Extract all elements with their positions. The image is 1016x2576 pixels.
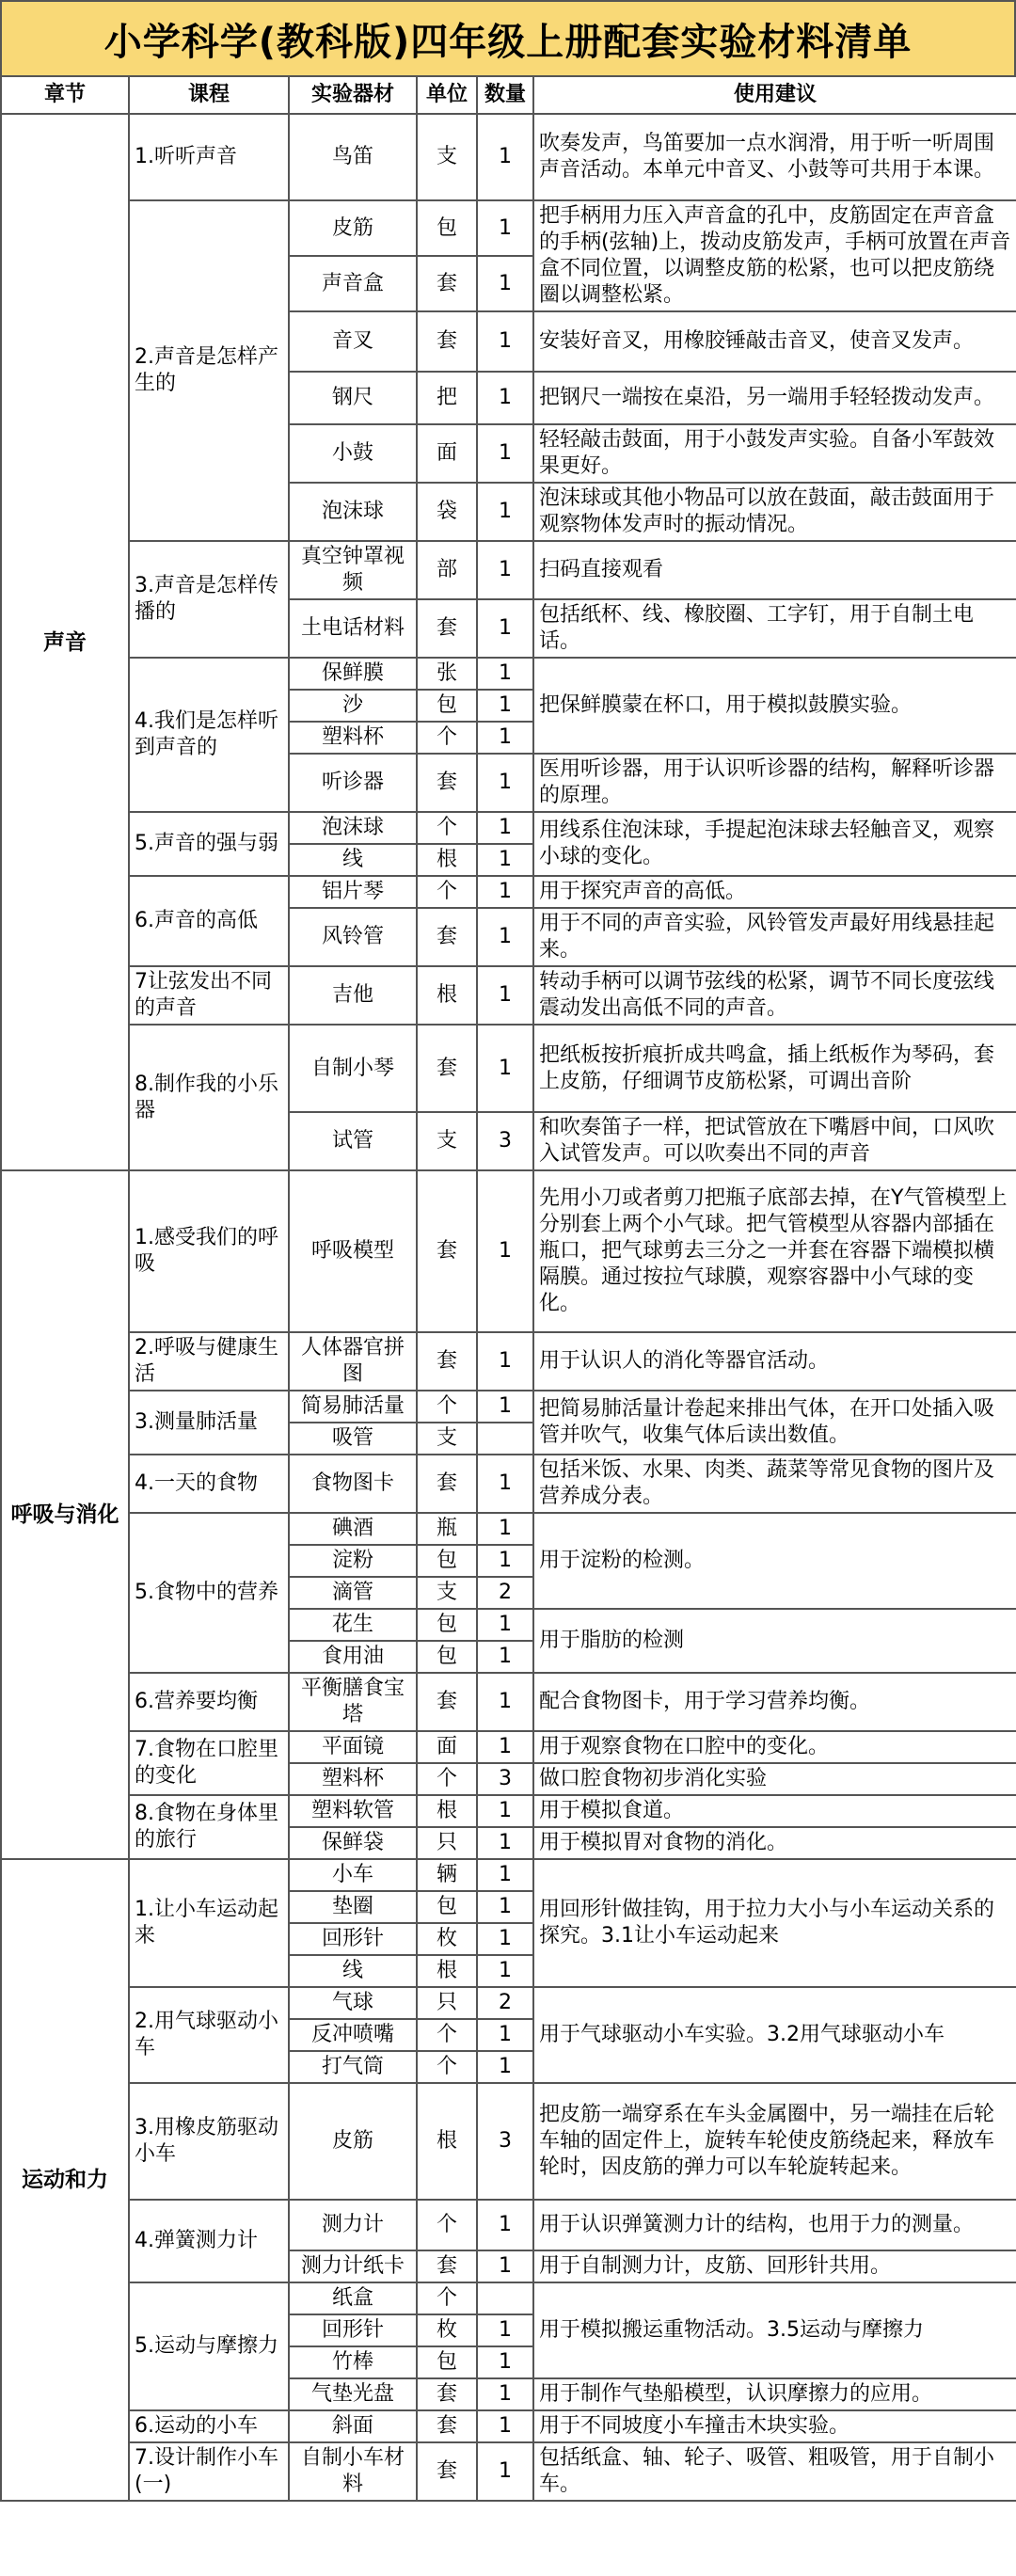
material-cell: 平面镜 <box>289 1731 417 1763</box>
course-cell: 3.用橡皮筋驱动小车 <box>129 2083 289 2200</box>
material-cell: 听诊器 <box>289 754 417 812</box>
qty-cell: 2 <box>477 1577 533 1609</box>
unit-cell: 辆 <box>417 1859 477 1891</box>
chapter-cell: 呼吸与消化 <box>1 1170 129 1859</box>
usage-cell: 和吹奏笛子一样，把试管放在下嘴唇中间，口风吹入试管发声。可以吹奏出不同的声音 <box>533 1112 1016 1170</box>
chapter-cell: 声音 <box>1 114 129 1170</box>
material-cell: 钢尺 <box>289 372 417 424</box>
course-cell: 8.食物在身体里的旅行 <box>129 1795 289 1859</box>
material-cell: 简易肺活量 <box>289 1391 417 1423</box>
material-cell: 小车 <box>289 1859 417 1891</box>
qty-cell: 1 <box>477 966 533 1025</box>
course-cell: 2.呼吸与健康生活 <box>129 1332 289 1391</box>
table-row <box>1 1513 1016 1545</box>
material-cell: 声音盒 <box>289 256 417 311</box>
usage-cell: 包括米饭、水果、肉类、蔬菜等常见食物的图片及营养成分表。 <box>533 1455 1016 1513</box>
qty-cell: 1 <box>477 1170 533 1332</box>
qty-cell: 3 <box>477 1763 533 1795</box>
unit-cell: 支 <box>417 1577 477 1609</box>
unit-cell: 根 <box>417 1955 477 1987</box>
material-cell: 纸盒 <box>289 2282 417 2314</box>
material-cell: 塑料杯 <box>289 1763 417 1795</box>
usage-cell: 转动手柄可以调节弦线的松紧，调节不同长度弦线震动发出高低不同的声音。 <box>533 966 1016 1025</box>
unit-cell: 个 <box>417 722 477 754</box>
unit-cell: 包 <box>417 1641 477 1673</box>
qty-cell: 1 <box>477 1859 533 1891</box>
qty-cell: 1 <box>477 2200 533 2250</box>
qty-cell: 1 <box>477 1391 533 1423</box>
qty-cell: 2 <box>477 1987 533 2019</box>
usage-cell: 用于自制测力计，皮筋、回形针共用。 <box>533 2250 1016 2282</box>
unit-cell: 套 <box>417 2250 477 2282</box>
unit-cell: 套 <box>417 2378 477 2410</box>
usage-cell: 先用小刀或者剪刀把瓶子底部去掉，在Y气管模型上分别套上两个小气球。把气管模型从容器内部插在瓶口，把气球剪去三分之一并套在容器下端模拟横隔膜。通过按拉气球膜，观察容器中小气球的变化。 <box>533 1170 1016 1332</box>
unit-cell: 个 <box>417 2200 477 2250</box>
unit-cell: 套 <box>417 1332 477 1391</box>
material-cell: 测力计纸卡 <box>289 2250 417 2282</box>
qty-cell: 1 <box>477 2346 533 2378</box>
usage-cell: 把手柄用力压入声音盒的孔中，皮筋固定在声音盒的手柄(弦轴)上，拨动皮筋发声，手柄可放置在声音盒不同位置，以调整皮筋的松紧，也可以把皮筋绕圈以调整松紧。 <box>533 200 1016 311</box>
material-cell: 保鲜袋 <box>289 1827 417 1859</box>
usage-cell: 把钢尺一端按在桌沿，另一端用手轻轻拨动发声。 <box>533 372 1016 424</box>
qty-cell: 1 <box>477 812 533 844</box>
unit-cell: 套 <box>417 599 477 658</box>
unit-cell: 枚 <box>417 2314 477 2346</box>
unit-cell: 面 <box>417 424 477 483</box>
chapter-cell: 运动和力 <box>1 1859 129 2501</box>
table-row <box>1 1455 1016 1513</box>
unit-cell: 个 <box>417 876 477 908</box>
material-cell: 花生 <box>289 1609 417 1641</box>
material-cell: 皮筋 <box>289 200 417 256</box>
material-cell: 回形针 <box>289 2314 417 2346</box>
material-cell: 泡沫球 <box>289 812 417 844</box>
unit-cell: 包 <box>417 1891 477 1923</box>
usage-cell: 用于脂肪的检测 <box>533 1609 1016 1673</box>
material-cell: 吉他 <box>289 966 417 1025</box>
table-row <box>1 541 1016 599</box>
unit-cell: 根 <box>417 2083 477 2200</box>
unit-cell: 套 <box>417 754 477 812</box>
usage-cell: 把保鲜膜蒙在杯口，用于模拟鼓膜实验。 <box>533 658 1016 754</box>
table-row <box>1 812 1016 844</box>
qty-cell: 1 <box>477 483 533 541</box>
qty-cell: 1 <box>477 1923 533 1955</box>
header-material: 实验器材 <box>289 76 417 114</box>
material-cell: 气球 <box>289 1987 417 2019</box>
course-cell: 2.声音是怎样产生的 <box>129 200 289 541</box>
unit-cell: 根 <box>417 966 477 1025</box>
qty-cell: 1 <box>477 1827 533 1859</box>
usage-cell: 用回形针做挂钩，用于拉力大小与小车运动关系的探究。3.1让小车运动起来 <box>533 1859 1016 1987</box>
qty-cell: 1 <box>477 876 533 908</box>
qty-cell: 1 <box>477 2250 533 2282</box>
unit-cell: 枚 <box>417 1923 477 1955</box>
course-cell: 1.让小车运动起来 <box>129 1859 289 1987</box>
usage-cell: 用于认识人的消化等器官活动。 <box>533 1332 1016 1391</box>
material-cell: 平衡膳食宝塔 <box>289 1673 417 1731</box>
qty-cell: 1 <box>477 424 533 483</box>
material-cell: 滴管 <box>289 1577 417 1609</box>
material-cell: 碘酒 <box>289 1513 417 1545</box>
usage-cell: 医用听诊器，用于认识听诊器的结构，解释听诊器的原理。 <box>533 754 1016 812</box>
material-cell: 气垫光盘 <box>289 2378 417 2410</box>
material-cell: 真空钟罩视频 <box>289 541 417 599</box>
unit-cell: 个 <box>417 1391 477 1423</box>
unit-cell: 包 <box>417 690 477 722</box>
page-title: 小学科学(教科版)四年级上册配套实验材料清单 <box>0 0 1016 75</box>
qty-cell: 1 <box>477 1673 533 1731</box>
qty-cell: 1 <box>477 1545 533 1577</box>
unit-cell: 支 <box>417 1112 477 1170</box>
qty-cell: 1 <box>477 2410 533 2442</box>
material-cell: 垫圈 <box>289 1891 417 1923</box>
course-cell: 3.测量肺活量 <box>129 1391 289 1455</box>
material-cell: 风铃管 <box>289 908 417 966</box>
header-course: 课程 <box>129 76 289 114</box>
unit-cell: 套 <box>417 1673 477 1731</box>
usage-cell: 把纸板按折痕折成共鸣盒，插上纸板作为琴码，套上皮筋，仔细调节皮筋松紧，可调出音阶 <box>533 1025 1016 1112</box>
qty-cell: 1 <box>477 1609 533 1641</box>
material-cell: 人体器官拼图 <box>289 1332 417 1391</box>
course-cell: 7.食物在口腔里的变化 <box>129 1731 289 1795</box>
course-cell: 7让弦发出不同的声音 <box>129 966 289 1025</box>
course-cell: 5.声音的强与弱 <box>129 812 289 876</box>
materials-table <box>0 75 1016 2502</box>
header-usage: 使用建议 <box>533 76 1016 114</box>
unit-cell: 包 <box>417 1545 477 1577</box>
table-row <box>1 1170 1016 1332</box>
material-cell: 自制小车材料 <box>289 2442 417 2501</box>
material-cell: 塑料杯 <box>289 722 417 754</box>
unit-cell: 套 <box>417 256 477 311</box>
material-cell: 斜面 <box>289 2410 417 2442</box>
course-cell: 6.运动的小车 <box>129 2410 289 2442</box>
course-cell: 8.制作我的小乐器 <box>129 1025 289 1170</box>
qty-cell: 1 <box>477 908 533 966</box>
table-row <box>1 114 1016 200</box>
material-cell: 淀粉 <box>289 1545 417 1577</box>
material-cell: 打气筒 <box>289 2051 417 2083</box>
usage-cell: 用于淀粉的检测。 <box>533 1513 1016 1609</box>
table-row <box>1 1673 1016 1731</box>
table-row <box>1 1795 1016 1827</box>
qty-cell: 1 <box>477 1795 533 1827</box>
qty-cell <box>477 2282 533 2314</box>
material-cell: 线 <box>289 844 417 876</box>
usage-cell: 把简易肺活量计卷起来排出气体，在开口处插入吸管并吹气，收集气体后读出数值。 <box>533 1391 1016 1455</box>
material-cell: 吸管 <box>289 1423 417 1455</box>
unit-cell: 套 <box>417 1025 477 1112</box>
material-cell: 保鲜膜 <box>289 658 417 690</box>
material-cell: 线 <box>289 1955 417 1987</box>
qty-cell: 1 <box>477 1955 533 1987</box>
unit-cell: 套 <box>417 1170 477 1332</box>
qty-cell: 1 <box>477 658 533 690</box>
qty-cell: 3 <box>477 2083 533 2200</box>
material-cell: 食物图卡 <box>289 1455 417 1513</box>
table-row <box>1 2442 1016 2501</box>
qty-cell: 1 <box>477 256 533 311</box>
material-cell: 泡沫球 <box>289 483 417 541</box>
material-cell: 皮筋 <box>289 2083 417 2200</box>
usage-cell: 用线系住泡沫球，手提起泡沫球去轻触音叉，观察小球的变化。 <box>533 812 1016 876</box>
qty-cell <box>477 1423 533 1455</box>
qty-cell: 1 <box>477 1641 533 1673</box>
course-cell: 5.食物中的营养 <box>129 1513 289 1673</box>
qty-cell: 1 <box>477 690 533 722</box>
unit-cell: 部 <box>417 541 477 599</box>
qty-cell: 1 <box>477 1513 533 1545</box>
table-row <box>1 2282 1016 2314</box>
course-cell: 6.声音的高低 <box>129 876 289 966</box>
material-cell: 自制小琴 <box>289 1025 417 1112</box>
table-row <box>1 1391 1016 1423</box>
unit-cell: 套 <box>417 2442 477 2501</box>
qty-cell: 1 <box>477 2314 533 2346</box>
usage-cell: 用于模拟食道。 <box>533 1795 1016 1827</box>
usage-cell: 用于不同坡度小车撞击木块实验。 <box>533 2410 1016 2442</box>
unit-cell: 套 <box>417 1455 477 1513</box>
material-cell: 试管 <box>289 1112 417 1170</box>
header-chapter: 章节 <box>1 76 129 114</box>
material-cell: 塑料软管 <box>289 1795 417 1827</box>
qty-cell: 1 <box>477 541 533 599</box>
unit-cell: 个 <box>417 2019 477 2051</box>
unit-cell: 瓶 <box>417 1513 477 1545</box>
unit-cell: 只 <box>417 1827 477 1859</box>
qty-cell: 1 <box>477 2019 533 2051</box>
usage-cell: 包括纸杯、线、橡胶圈、工字钉，用于自制土电话。 <box>533 599 1016 658</box>
table-row <box>1 1332 1016 1391</box>
unit-cell: 包 <box>417 200 477 256</box>
material-cell: 鸟笛 <box>289 114 417 200</box>
course-cell: 4.我们是怎样听到声音的 <box>129 658 289 812</box>
unit-cell: 套 <box>417 2410 477 2442</box>
unit-cell: 张 <box>417 658 477 690</box>
qty-cell: 1 <box>477 1332 533 1391</box>
material-cell: 沙 <box>289 690 417 722</box>
qty-cell: 1 <box>477 2051 533 2083</box>
material-cell: 铝片琴 <box>289 876 417 908</box>
unit-cell: 个 <box>417 2051 477 2083</box>
material-cell: 反冲喷嘴 <box>289 2019 417 2051</box>
table-row <box>1 658 1016 690</box>
table-row <box>1 2200 1016 2250</box>
unit-cell: 套 <box>417 311 477 372</box>
material-cell: 竹棒 <box>289 2346 417 2378</box>
header-unit: 单位 <box>417 76 477 114</box>
material-cell: 回形针 <box>289 1923 417 1955</box>
table-row <box>1 1859 1016 1891</box>
usage-cell: 扫码直接观看 <box>533 541 1016 599</box>
unit-cell: 支 <box>417 1423 477 1455</box>
unit-cell: 把 <box>417 372 477 424</box>
usage-cell: 用于探究声音的高低。 <box>533 876 1016 908</box>
table-row <box>1 1731 1016 1763</box>
header-row <box>1 76 1016 114</box>
table-row <box>1 966 1016 1025</box>
material-cell: 小鼓 <box>289 424 417 483</box>
material-cell: 食用油 <box>289 1641 417 1673</box>
course-cell: 7.设计制作小车(一) <box>129 2442 289 2501</box>
table-row <box>1 1025 1016 1112</box>
unit-cell: 包 <box>417 2346 477 2378</box>
unit-cell: 套 <box>417 908 477 966</box>
qty-cell: 1 <box>477 2442 533 2501</box>
usage-cell: 用于认识弹簧测力计的结构，也用于力的测量。 <box>533 2200 1016 2250</box>
table-row <box>1 2083 1016 2200</box>
course-cell: 2.用气球驱动小车 <box>129 1987 289 2083</box>
material-cell: 呼吸模型 <box>289 1170 417 1332</box>
unit-cell: 支 <box>417 114 477 200</box>
course-cell: 1.听听声音 <box>129 114 289 200</box>
qty-cell: 1 <box>477 2378 533 2410</box>
course-cell: 4.弹簧测力计 <box>129 2200 289 2282</box>
qty-cell: 1 <box>477 722 533 754</box>
qty-cell: 1 <box>477 1731 533 1763</box>
unit-cell: 只 <box>417 1987 477 2019</box>
unit-cell: 面 <box>417 1731 477 1763</box>
qty-cell: 1 <box>477 1455 533 1513</box>
unit-cell: 袋 <box>417 483 477 541</box>
course-cell: 1.感受我们的呼吸 <box>129 1170 289 1332</box>
table-row <box>1 200 1016 256</box>
qty-cell: 1 <box>477 372 533 424</box>
material-cell: 音叉 <box>289 311 417 372</box>
usage-cell: 把皮筋一端穿系在车头金属圈中，另一端挂在后轮车轴的固定件上，旋转车轮使皮筋绕起来，释放车轮时，因皮筋的弹力可以车轮旋转起来。 <box>533 2083 1016 2200</box>
course-cell: 3.声音是怎样传播的 <box>129 541 289 658</box>
course-cell: 4.一天的食物 <box>129 1455 289 1513</box>
usage-cell: 用于模拟搬运重物活动。3.5运动与摩擦力 <box>533 2282 1016 2378</box>
course-cell: 5.运动与摩擦力 <box>129 2282 289 2410</box>
usage-cell: 吹奏发声，鸟笛要加一点水润滑，用于听一听周围声音活动。本单元中音叉、小鼓等可共用于本课。 <box>533 114 1016 200</box>
usage-cell: 泡沫球或其他小物品可以放在鼓面，敲击鼓面用于观察物体发声时的振动情况。 <box>533 483 1016 541</box>
qty-cell: 1 <box>477 200 533 256</box>
unit-cell: 个 <box>417 2282 477 2314</box>
usage-cell: 用于气球驱动小车实验。3.2用气球驱动小车 <box>533 1987 1016 2083</box>
qty-cell: 1 <box>477 844 533 876</box>
qty-cell: 1 <box>477 311 533 372</box>
table-row <box>1 876 1016 908</box>
usage-cell: 用于观察食物在口腔中的变化。 <box>533 1731 1016 1763</box>
unit-cell: 根 <box>417 1795 477 1827</box>
unit-cell: 个 <box>417 1763 477 1795</box>
usage-cell: 包括纸盒、轴、轮子、吸管、粗吸管，用于自制小车。 <box>533 2442 1016 2501</box>
usage-cell: 安装好音叉，用橡胶锤敲击音叉，使音叉发声。 <box>533 311 1016 372</box>
usage-cell: 用于模拟胃对食物的消化。 <box>533 1827 1016 1859</box>
usage-cell: 用于制作气垫船模型，认识摩擦力的应用。 <box>533 2378 1016 2410</box>
usage-cell: 配合食物图卡，用于学习营养均衡。 <box>533 1673 1016 1731</box>
qty-cell: 1 <box>477 1025 533 1112</box>
header-qty: 数量 <box>477 76 533 114</box>
table-row <box>1 2410 1016 2442</box>
qty-cell: 1 <box>477 754 533 812</box>
course-cell: 6.营养要均衡 <box>129 1673 289 1731</box>
table-row <box>1 1987 1016 2019</box>
unit-cell: 包 <box>417 1609 477 1641</box>
unit-cell: 根 <box>417 844 477 876</box>
qty-cell: 1 <box>477 599 533 658</box>
qty-cell: 1 <box>477 114 533 200</box>
material-cell: 测力计 <box>289 2200 417 2250</box>
unit-cell: 个 <box>417 812 477 844</box>
usage-cell: 做口腔食物初步消化实验 <box>533 1763 1016 1795</box>
usage-cell: 用于不同的声音实验，风铃管发声最好用线悬挂起来。 <box>533 908 1016 966</box>
material-cell: 土电话材料 <box>289 599 417 658</box>
qty-cell: 1 <box>477 1891 533 1923</box>
qty-cell: 3 <box>477 1112 533 1170</box>
usage-cell: 轻轻敲击鼓面，用于小鼓发声实验。自备小军鼓效果更好。 <box>533 424 1016 483</box>
